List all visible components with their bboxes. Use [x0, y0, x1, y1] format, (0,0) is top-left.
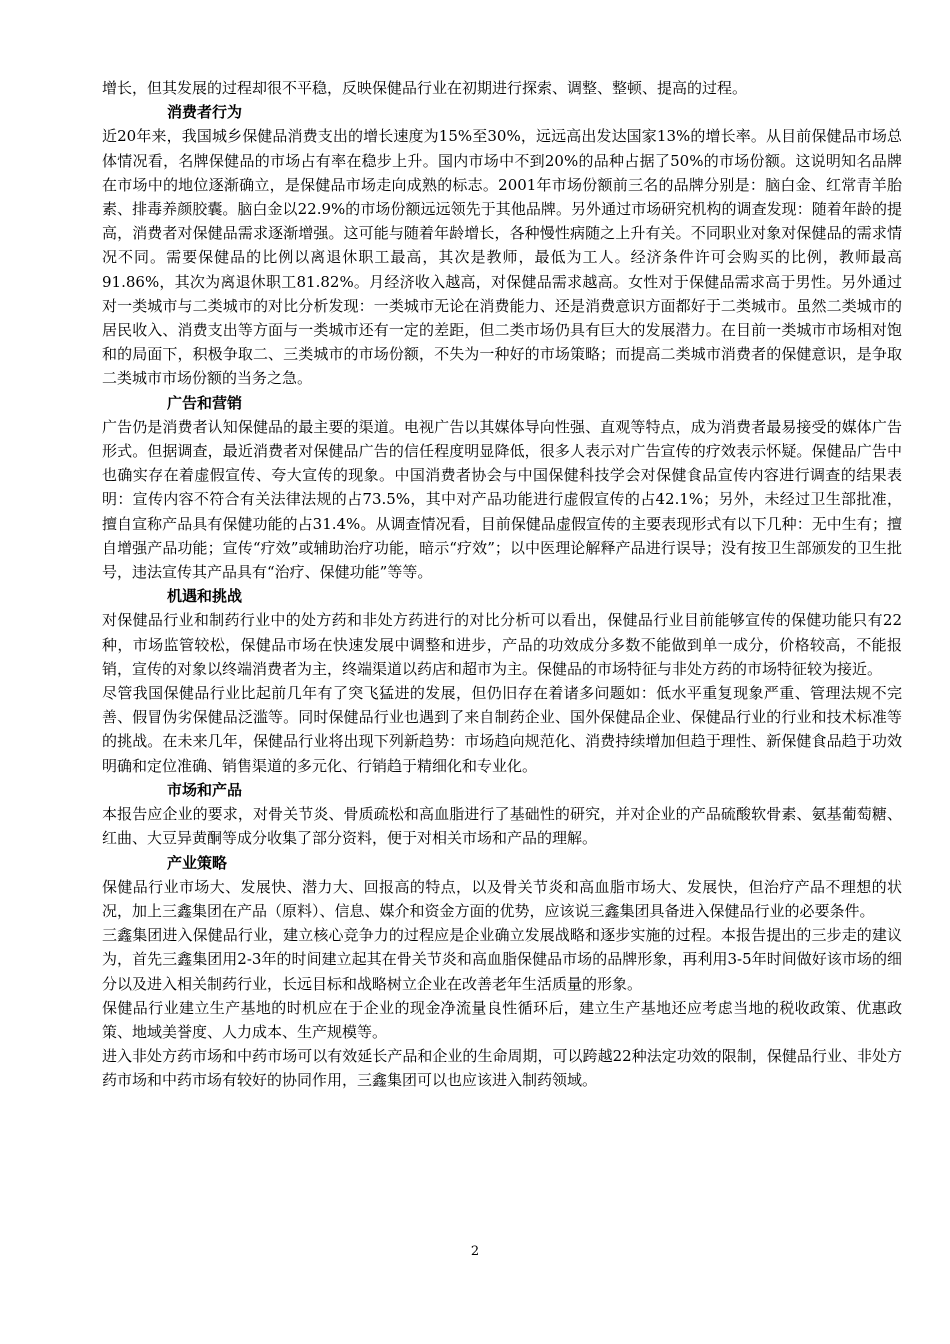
paragraph-opportunities-1: 对保健品行业和制药行业中的处方药和非处方药进行的对比分析可以看出，保健品行业目前能够宣传的保健功能只有22种，市场监管较松，保健品市场在快速发展中调整和进步，产品的功效成分多数不能做到单一成分，价格较高，不能报销，宣传的对象以终端消费者为主，终端渠道以药店和超市为主。保健品的市场特征与非处方药的市场特征较为接近。 — [102, 611, 902, 678]
paragraph-strategy-4: 进入非处方药市场和中药市场可以有效延长产品和企业的生命周期，可以跨越22种法定功效的限制，保健品行业、非处方药市场和中药市场有较好的协同作用，三鑫集团可以也应该进入制药领域。 — [102, 1047, 902, 1090]
page-number: 2 — [470, 1244, 480, 1259]
intro-paragraph: 增长，但其发展的过程却很不平稳，反映保健品行业在初期进行探索、调整、整顿、提高的过程。 — [102, 79, 748, 97]
document-page — [102, 76, 902, 1093]
paragraph-advertising: 广告仍是消费者认知保健品的最主要的渠道。电视广告以其媒体导向性强、直观等特点，成为消费者最易接受的媒体广告形式。但据调查，最近消费者对保健品广告的信任程度明显降低，很多人表示对广告宣传的疗效表示怀疑。保健品广告中也确实存在着虚假宣传、夸大宣传的现象。中国消费者协会与中国保健科技学会对保健食品宣传内容进行调查的结果表明：宣传内容不符合有关法律法规的占73.5%，其中对产品功能进行虚假宣传的占42.1%；另外，未经过卫生部批准，擅自宣称产品具有保健功能的占31.4%。从调查情况看，目前保健品虚假宣传的主要表现形式有以下几种：无中生有；擅自增强产品功能；宣传“疗效”或辅助治疗功能，暗示“疗效”；以中医理论解释产品进行误导；没有按卫生部颁发的卫生批号，违法宣传其产品具有“治疗、保健功能”等等。 — [102, 417, 902, 582]
paragraph-market-products: 本报告应企业的要求，对骨关节炎、骨质疏松和高血脂进行了基础性的研究，并对企业的产品硫酸软骨素、氨基葡萄糖、红曲、大豆异黄酮等成分收集了部分资料，便于对相关市场和产品的理解。 — [102, 805, 902, 848]
paragraph-strategy-1: 保健品行业市场大、发展快、潜力大、回报高的特点，以及骨关节炎和高血脂市场大、发展快，但治疗产品不理想的状况，加上三鑫集团在产品（原料）、信息、媒介和资金方面的优势，应该说三鑫集团具备进入保健品行业的必要条件。 — [102, 877, 902, 920]
paragraph-strategy-2: 三鑫集团进入保健品行业，建立核心竞争力的过程应是企业确立发展战略和逐步实施的过程。本报告提出的三步走的建议为，首先三鑫集团用2-3年的时间建立起其在骨关节炎和高血脂保健品市场的品牌形象，再利用3-5年时间做好该市场的细分以及进入相关制药行业，长远目标和战略树立企业在改善老年生活质量的形象。 — [102, 926, 902, 993]
section-heading-opportunities: 机遇和挑战 — [167, 587, 243, 606]
paragraph-consumer-behavior: 近20年来，我国城乡保健品消费支出的增长速度为15%至30%，远远高出发达国家13%的增长率。从目前保健品市场总体情况看，名牌保健品的市场占有率在稳步上升。国内市场中不到20%的品种占据了50%的市场份额。这说明知名品牌在市场中的地位逐渐确立，是保健品市场走向成熟的标志。2001年市场份额前三名的品牌分别是：脑白金、红常青羊胎素、排毒养颜胶囊。脑白金以22.9%的市场份额远远领先于其他品牌。另外通过市场研究机构的调查发现：随着年龄的提高，消费者对保健品需求逐渐增强。这可能与随着年龄增长，各种慢性病随之上升有关。不同职业对象对保健品的需求情况不同。需要保健品的比例以离退休职工最高，其次是教师，最低为工人。经济条件许可会购买的比例，教师最高91.86%，其次为离退休职工81.82%。月经济收入越高，对保健品需求越高。女性对于保健品需求高于男性。另外通过对一类城市与二类城市的对比分析发现：一类城市无论在消费能力、还是消费意识方面都好于二类城市。虽然二类城市的居民收入、消费支出等方面与一类城市还有一定的差距，但二类市场仍具有巨大的发展潜力。在目前一类城市市场相对饱和的局面下，积极争取二、三类城市的市场份额，不失为一种好的市场策略；而提高二类城市消费者的保健意识，是争取二类城市市场份额的当务之急。 — [102, 127, 902, 388]
paragraph-strategy-3: 保健品行业建立生产基地的时机应在于企业的现金净流量良性循环后，建立生产基地还应考虑当地的税收政策、优惠政策、地域美誉度、人力成本、生产规模等。 — [102, 998, 902, 1041]
section-heading-advertising: 广告和营销 — [167, 393, 243, 412]
paragraph-opportunities-2: 尽管我国保健品行业比起前几年有了突飞猛进的发展，但仍旧存在着诸多问题如：低水平重复现象严重、管理法规不完善、假冒伪劣保健品泛滥等。同时保健品行业也遇到了来自制药企业、国外保健品企业、保健品行业的行业和技术标准等的挑战。在未来几年，保健品行业将出现下列新趋势：市场趋向规范化、消费持续增加但趋于理性、新保健食品趋于功效明确和定位准确、销售渠道的多元化、行销趋于精细化和专业化。 — [102, 684, 902, 775]
section-heading-industry-strategy: 产业策略 — [167, 853, 228, 872]
section-heading-consumer-behavior: 消费者行为 — [167, 103, 243, 122]
section-heading-market-products: 市场和产品 — [167, 780, 243, 799]
